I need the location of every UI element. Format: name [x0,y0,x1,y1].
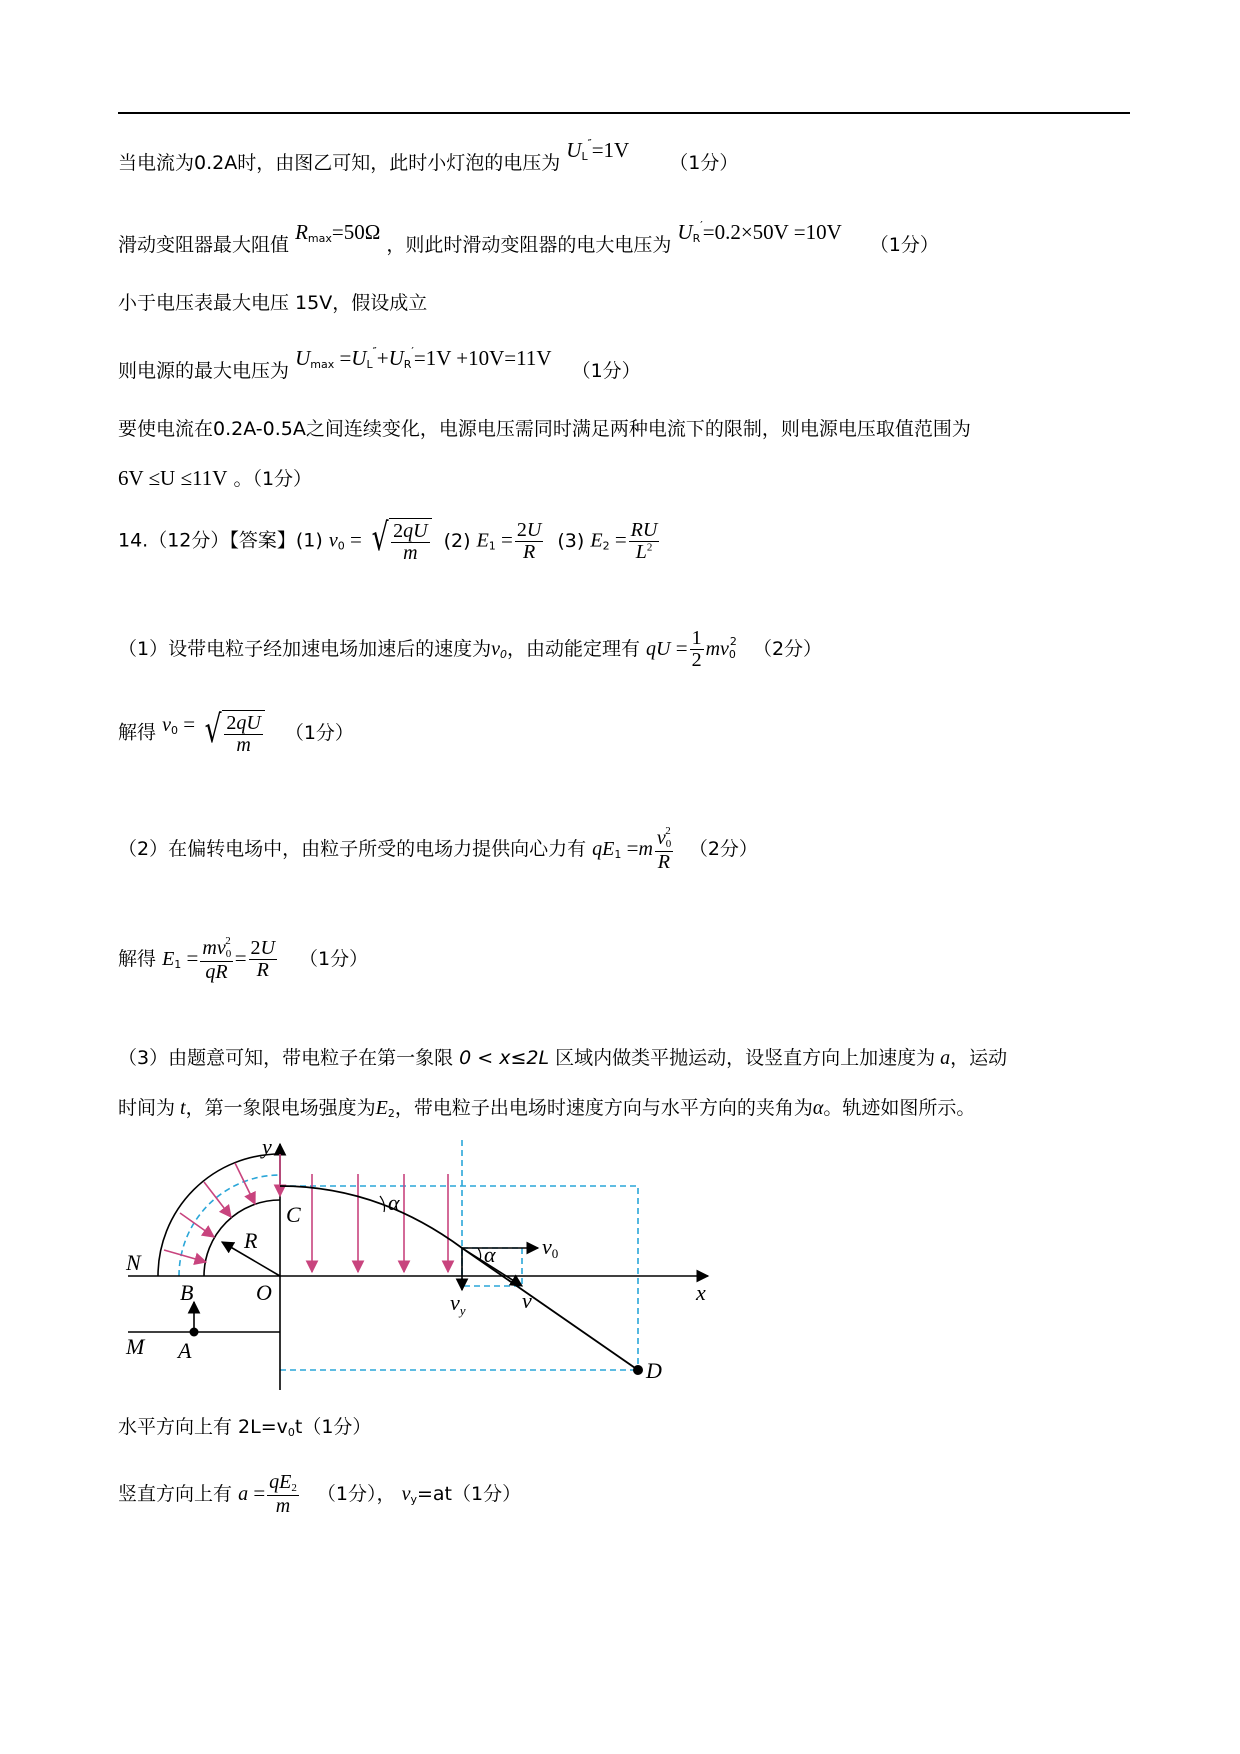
range: 0 < x≤2L [459,1047,550,1069]
part-2: (2) [443,529,471,552]
score: （2分） [752,638,823,660]
score: （1分） [571,360,641,382]
equation: 6V ≤U ≤11V [118,466,228,490]
solution-line-3 [118,294,427,313]
dashed-guides [179,1140,638,1370]
text: 竖直方向上有 [118,1482,233,1505]
equation: =1V +10V=11V [413,346,552,370]
text: ，则此时滑动变阻器的电大电压为 [386,234,672,256]
answer-head: 14.（12分）【答案】(1) [118,529,323,552]
text: 时间为 [118,1097,176,1119]
solution-line-6 [118,468,312,489]
score: （1分） [284,721,354,744]
label-C: C [286,1202,301,1227]
equation: =1V [591,138,630,162]
text: 则电源的最大电压为 [118,360,290,382]
text: 要使电流在0.2A-0.5A之间连续变化，电源电压需同时满足两种电流下的限制，则电源电压取值范围为 [118,418,971,440]
radial-field-arrows [164,1154,280,1262]
label-O: O [256,1280,272,1305]
label-x: x [696,1280,706,1305]
answer-line: 14.（12分）【答案】(1) $v_0$ = √ $\frac{2qU}{m}$ (2) $E_1$ = $\frac{2U}{R}$ (3) $E_2$ = $\frac{RU}{L^2}$ [118,515,658,564]
solution-line-5 [118,420,971,439]
text: ，第一象限电场强度为 [185,1097,376,1119]
point-D [633,1365,643,1375]
solution-part3-line-2: 时间为 t，第一象限电场强度为$E_2$，带电粒子出电场时速度方向与水平方向的夹角为α。轨迹如图所示。 [118,1097,976,1120]
solution-part1-line: （1）设带电粒子经加速电场加速后的速度为$v_0$，由动能定理有 qU = $\frac{1}{2}$ $mv_0^2$ （2分） [118,627,823,671]
solution-vertical-line: 竖直方向上有 a = $\frac{qE_2}{m}$ （1分）， $v_y=at(1$分） [118,1471,522,1517]
text: ，运动 [950,1047,1008,1069]
solution-line-2: 滑动变阻器最大阻值 $R_{max}=50\Omega$ ，则此时滑动变阻器的电大电压为 $U_R'=0.2\times 50V =10V$ （1分） [118,219,939,256]
text: ，由动能定理有 [506,638,640,660]
text: ，带电粒子出电场时速度方向与水平方向的夹角为 [394,1097,813,1119]
text: 水平方向上有 2L=v [118,1416,288,1438]
text: （3）由题意可知，带电粒子在第一象限 [118,1047,454,1069]
score: （1分） [669,152,739,174]
part-3: (3) [557,529,585,552]
label-y: y [262,1138,272,1159]
solution-v0-result: 解得 $v^0$ = √ $\frac{2qU}{m}$ （1分） [118,707,354,756]
label-M: M [126,1334,145,1359]
label-vy: $v_y$ [450,1290,466,1318]
inner-arc [204,1200,280,1276]
label-A: A [178,1338,192,1363]
text: 小于电压表最大电压 15V，假设成立 [118,292,428,314]
text: 。（1分） [233,468,313,490]
label-R: R [244,1228,258,1253]
equation: =50Ω [331,220,381,244]
label-D: D [646,1358,662,1383]
text: 滑动变阻器最大阻值 [118,234,290,256]
score: （2分） [688,837,758,860]
solution-line-4: 则电源的最大电压为 $U_{max} =U_L''+U_R'=1V +10V=11V$ （1分） [118,345,641,382]
trajectory-diagram [118,1138,718,1398]
score: （1分）， [316,1482,396,1505]
trajectory-curve [280,1186,638,1370]
label-N: N [126,1250,141,1275]
text: （2）在偏转电场中，由粒子所受的电场力提供向心力有 [118,837,587,860]
label-alpha-1: α [388,1190,400,1215]
label-B: B [180,1280,194,1305]
vertical-field-arrows [312,1174,448,1272]
equation: =at（1分） [416,1482,522,1505]
text: 解得 [118,721,157,744]
solution-line-1: 当电流为0.2A时，由图乙可知，此时小灯泡的电压为 $U_L''=1V$ （1分） [118,137,739,174]
solution-part3-line-1: （3）由题意可知，带电粒子在第一象限 0 < x≤2L 区域内做类平抛运动，设竖直方向上加速度为 a，运动 [118,1047,1008,1069]
text: 。轨迹如图所示。 [823,1097,976,1119]
equation: =0.2×50V =10V [702,220,842,244]
label-v0: v0 [542,1234,559,1261]
solution-horizontal-line: 水平方向上有 $2L=v_0t(1$分） [118,1416,372,1439]
label-v: v [522,1288,532,1313]
solution-part2-line: （2）在偏转电场中，由粒子所受的电场力提供向心力有 $qE_1 =m$ $\frac{v_0^2}{R}$ （2分） [118,825,758,873]
text: t（1分） [294,1416,372,1438]
score: （1分） [299,947,369,970]
top-rule [118,112,1130,114]
text: （1）设带电粒子经加速电场加速后的速度为 [118,638,492,660]
score: （1分） [869,234,939,256]
label-alpha-2: α [484,1242,496,1267]
text: 解得 [118,947,157,970]
text: 当电流为0.2A时，由图乙可知，此时小灯泡的电压为 [118,152,561,174]
text: 区域内做类平抛运动，设竖直方向上加速度为 [555,1047,936,1069]
solution-E1-result: 解得 $E_1$ = $\frac{mv_0^2}{qR}$ = $\frac{2U}{R}$ （1分） [118,935,369,983]
outer-arc [158,1154,280,1276]
